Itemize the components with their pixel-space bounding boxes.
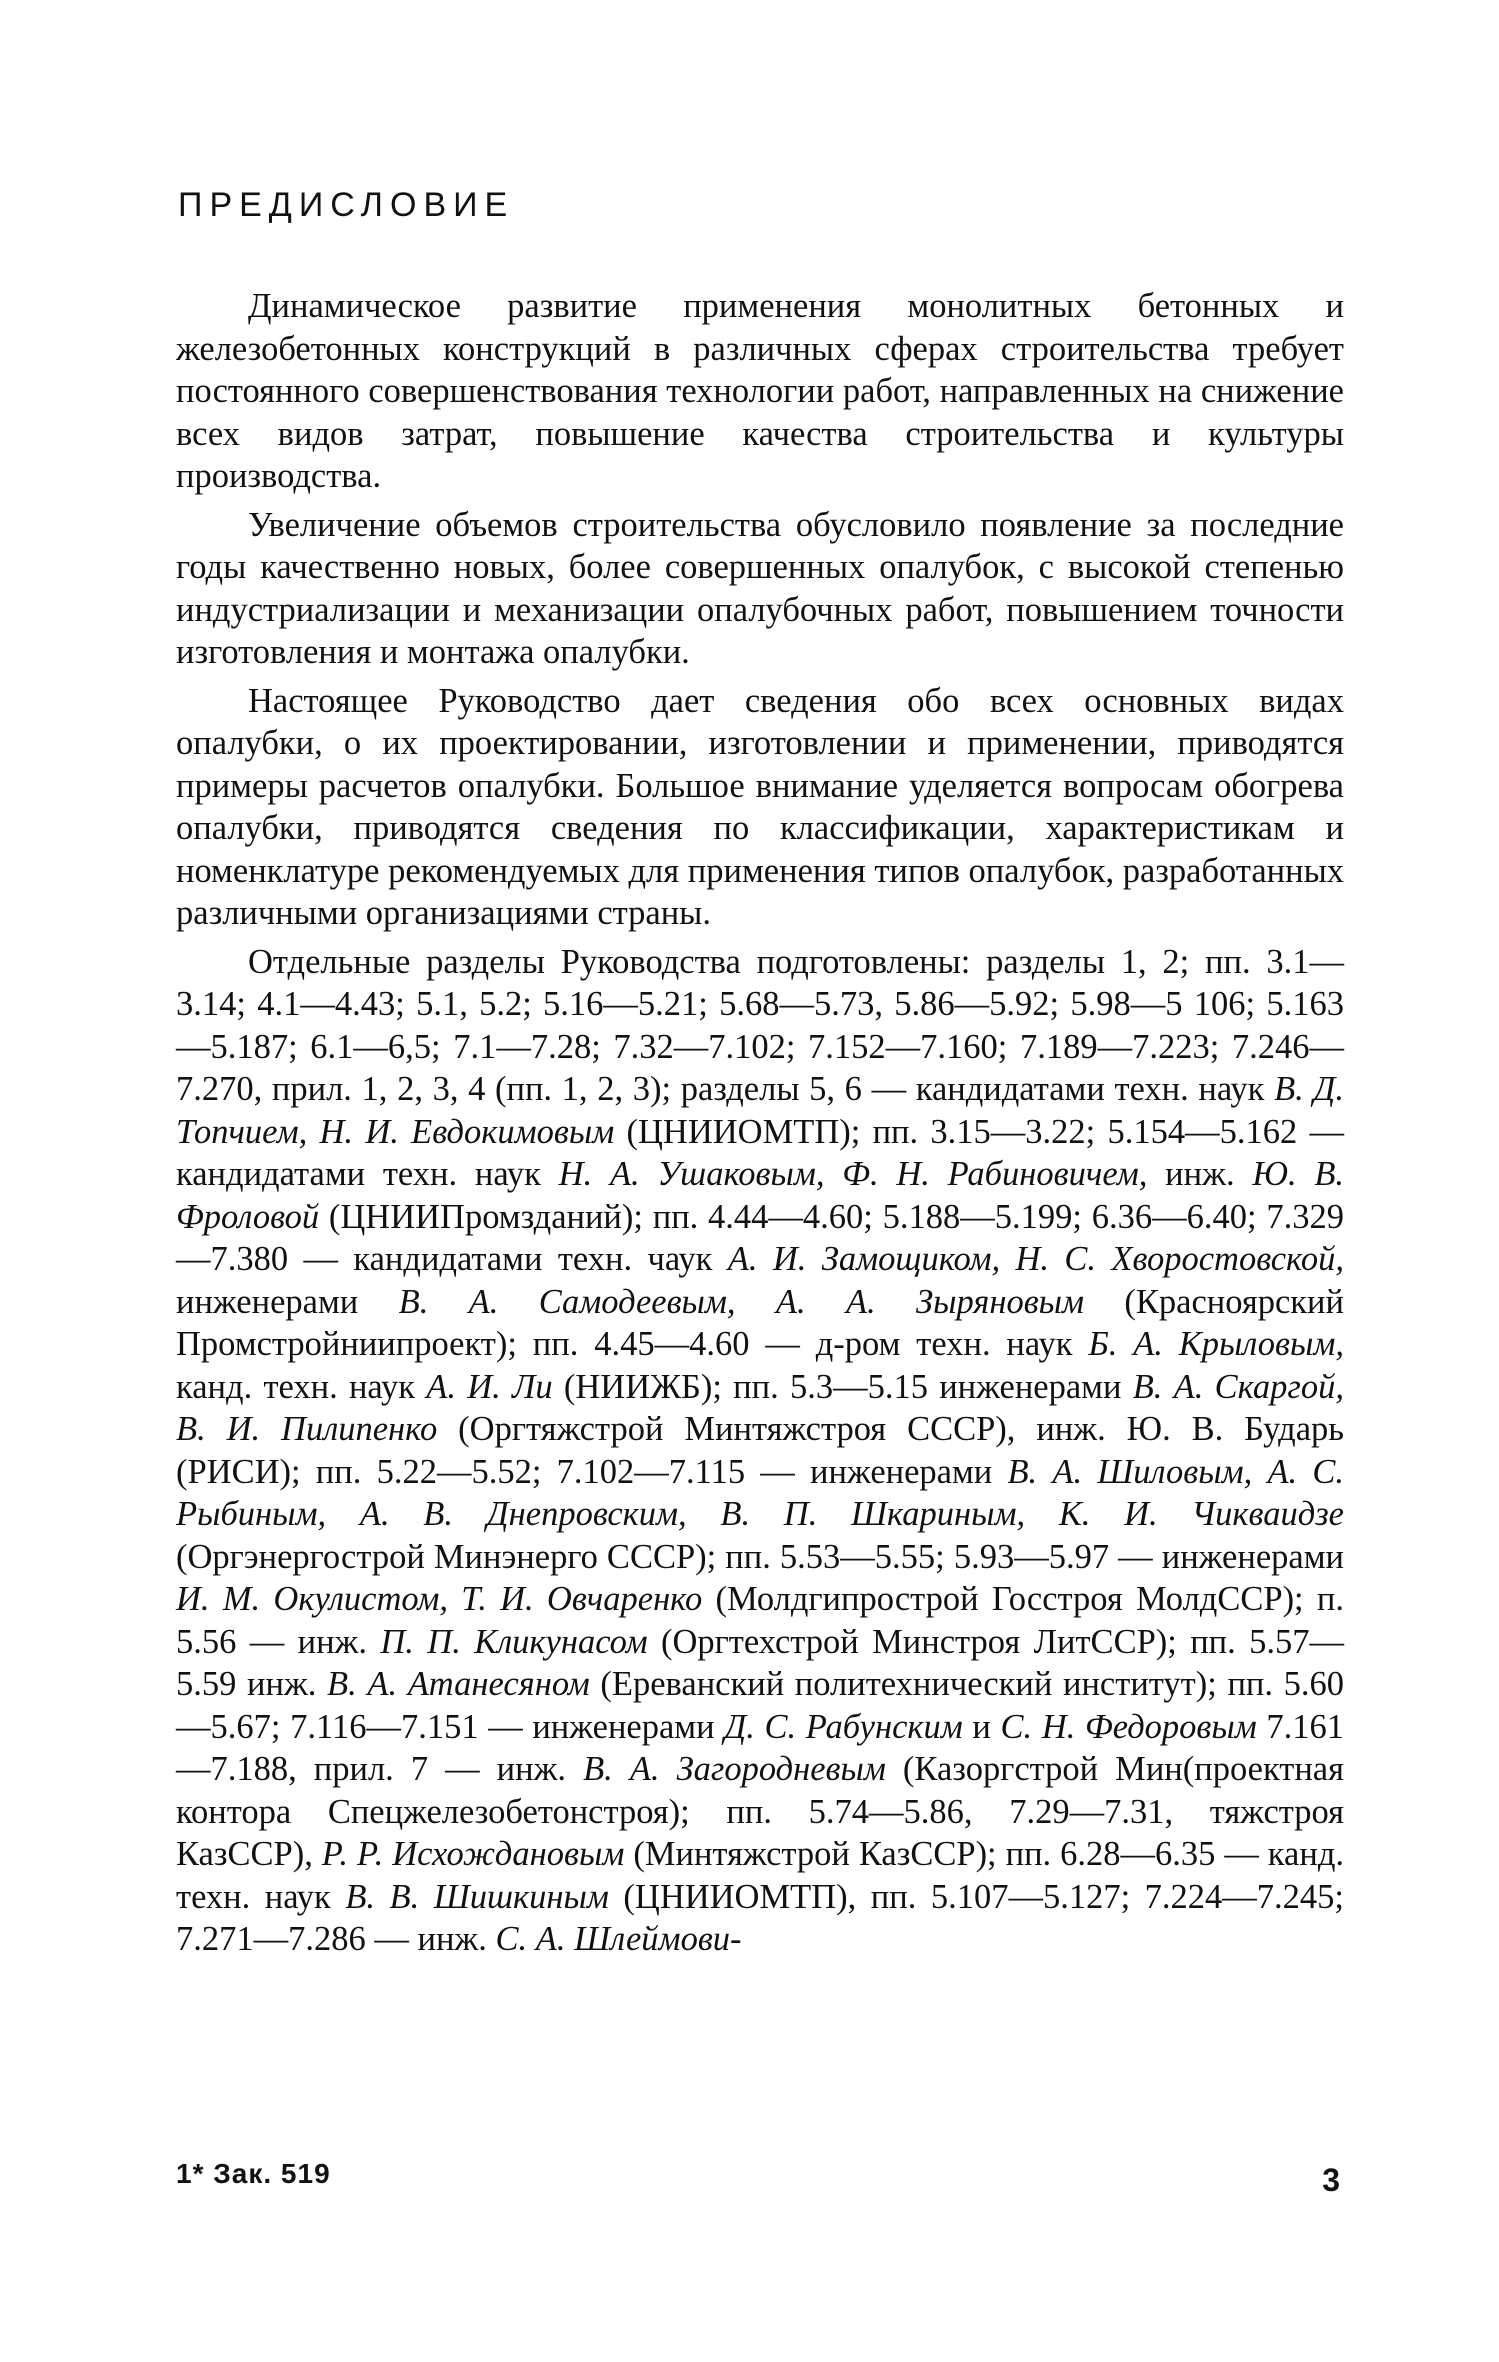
credits-author: В. А. Скаргой, В. И. Пилипенко <box>176 1367 1344 1448</box>
credits-author: В. В. Шишкиным <box>345 1877 609 1916</box>
page-number: 3 <box>1322 2162 1340 2198</box>
credits-text: инженерами <box>176 1282 399 1321</box>
page-body <box>176 185 1344 1961</box>
credits-author: Д. С. Рабунским <box>724 1707 963 1746</box>
credits-text: (Оргэнергострой Минэнерго СССР); пп. 5.53—5.55; 5.93—5.97 — инженерами <box>176 1537 1344 1576</box>
credits-text: Отдельные разделы Руководства подготовлены: разделы 1, 2; пп. 3.1—3.14; 4.1—4.43; 5.1, 5.2; 5.16—5.21; 5.68—5.73, 5.86—5.92; 5.98—5 106; 5.163—5.187; 6.1—6,5; 7.1—7.28; 7.32—7.102; 7.152—7.160; 7.189—7.223; 7.246—7.270, прил. 1, 2, 3, 4 (пп. 1, 2, 3); разделы 5, 6 — кандидатами техн. наук <box>176 942 1344 1108</box>
credits-text: (Оргтяжстрой Минтяжстроя СССР), инж. Ю. В. Бударь (РИСИ); пп. 5.22—5.52; 7.102—7.115 — инженерами <box>176 1410 1345 1491</box>
credits-author: С. Н. Федоровым <box>1000 1707 1257 1746</box>
credits-paragraph <box>176 941 1344 1961</box>
credits-text: (Красноярский Промстройниипроект); пп. 4.45—4.60 — д-ром техн. наук <box>176 1282 1344 1363</box>
credits-text: (ЦНИИПромзданий); пп. 4.44—4.60; 5.188—5.199; 6.36—6.40; 7.329—7.380 — кандидатами техн. чаук <box>176 1197 1344 1278</box>
credits-author: В. А. Самодеевым, А. А. Зыряновым <box>398 1282 1085 1321</box>
credits-author: В. А. Шиловым, А. С. Рыбиным, А. В. Днепровским, В. П. Шкариным, К. И. Чикваидзе <box>176 1452 1344 1533</box>
credits-text: (ЦНИИОМТП), пп. 5.107—5.127; 7.224—7.245; 7.271—7.286 — инж. <box>176 1877 1344 1958</box>
credits-text: канд. техн. наук <box>176 1367 427 1406</box>
credits-text: (НИИЖБ); пп. 5.3—5.15 инженерами <box>552 1367 1133 1406</box>
credits-author: И. М. Окулистом, Т. И. Овчаренко <box>176 1580 703 1618</box>
credits-author: Ю. В. Фроловой <box>176 1155 1345 1236</box>
order-mark: 1* Зак. 519 <box>176 2158 331 2189</box>
credits-text: (Казоргстрой Мин(проектная контора Спецжелезобетонстроя); пп. 5.74—5.86, 7.29—7.31, тяжстроя КазССР), <box>176 1750 1344 1873</box>
paragraph-2: Увеличение объемов строительства обусловило появление за последние годы качественно новых, более совершенных опалубок, с высокой степенью индустриализации и механизации опалубочных работ, повышением точности изготовления и монтажа опалубки. <box>176 505 1344 671</box>
credits-text: и <box>962 1707 1001 1746</box>
credits-text: 7.161—7.188, прил. 7 — инж. <box>176 1707 1345 1788</box>
credits-text: (Ереванский политехнический институт); пп. 5.60—5.67; 7.116—7.151 — инженерами <box>176 1665 1345 1746</box>
credits-author: Р. Р. Исхождановым <box>321 1835 625 1873</box>
credits-author: С. А. Шлеймови- <box>495 1920 742 1958</box>
credits-author: В. Д. Топчием, Н. И. Евдокимовым <box>176 1070 1344 1151</box>
credits-author: А. И. Замощиком, Н. С. Хворостовской, <box>727 1240 1344 1278</box>
credits-text: (Оргтехстрой Минстроя ЛитССР); пп. 5.57—5.59 инж. <box>176 1622 1345 1703</box>
paragraph-1: Динамическое развитие применения монолитных бетонных и железобетонных конструкций в различных сферах строительства требует постоянного совершенствования технологии работ, направленных на снижение всех видов затрат, повышение качества строительства и культуры производства. <box>176 287 1344 495</box>
credits-text: (ЦНИИОМТП); пп. 3.15—3.22; 5.154—5.162 — кандидатами техн. наук <box>176 1112 1344 1193</box>
credits-author: А. И. Ли <box>426 1367 553 1406</box>
credits-author: Б. А. Крыловым, <box>1088 1325 1345 1363</box>
credits-text: инж. <box>1147 1155 1253 1193</box>
credits-text: (Минтяжстрой КазССР); пп. 6.28—6.35 — канд. техн. наук <box>176 1835 1345 1916</box>
credits-author: В. А. Загородневым <box>583 1750 886 1788</box>
credits-author: П. П. Кликунасом <box>380 1622 648 1661</box>
credits-author: Н. А. Ушаковым, Ф. Н. Рабиновичем, <box>558 1155 1148 1193</box>
credits-author: В. А. Атанесяном <box>327 1665 590 1703</box>
credits-text: (Молдгипрострой Госстроя МолдССР); п. 5.56 — инж. <box>176 1580 1344 1661</box>
page-footer <box>176 2158 1344 2198</box>
paragraph-3: Настоящее Руководство дает сведения обо всех основных видах опалубки, о их проектировании, изготовлении и применении, приводятся примеры расчетов опалубки. Большое внимание уделяется вопросам обогрева опалубки, приводятся сведения по классификации, характеристикам и номенклатуре рекомендуемых для применения типов опалубок, разработанных различными организациями страны. <box>176 681 1344 932</box>
page-title: ПРЕДИСЛОВИЕ <box>178 186 515 224</box>
